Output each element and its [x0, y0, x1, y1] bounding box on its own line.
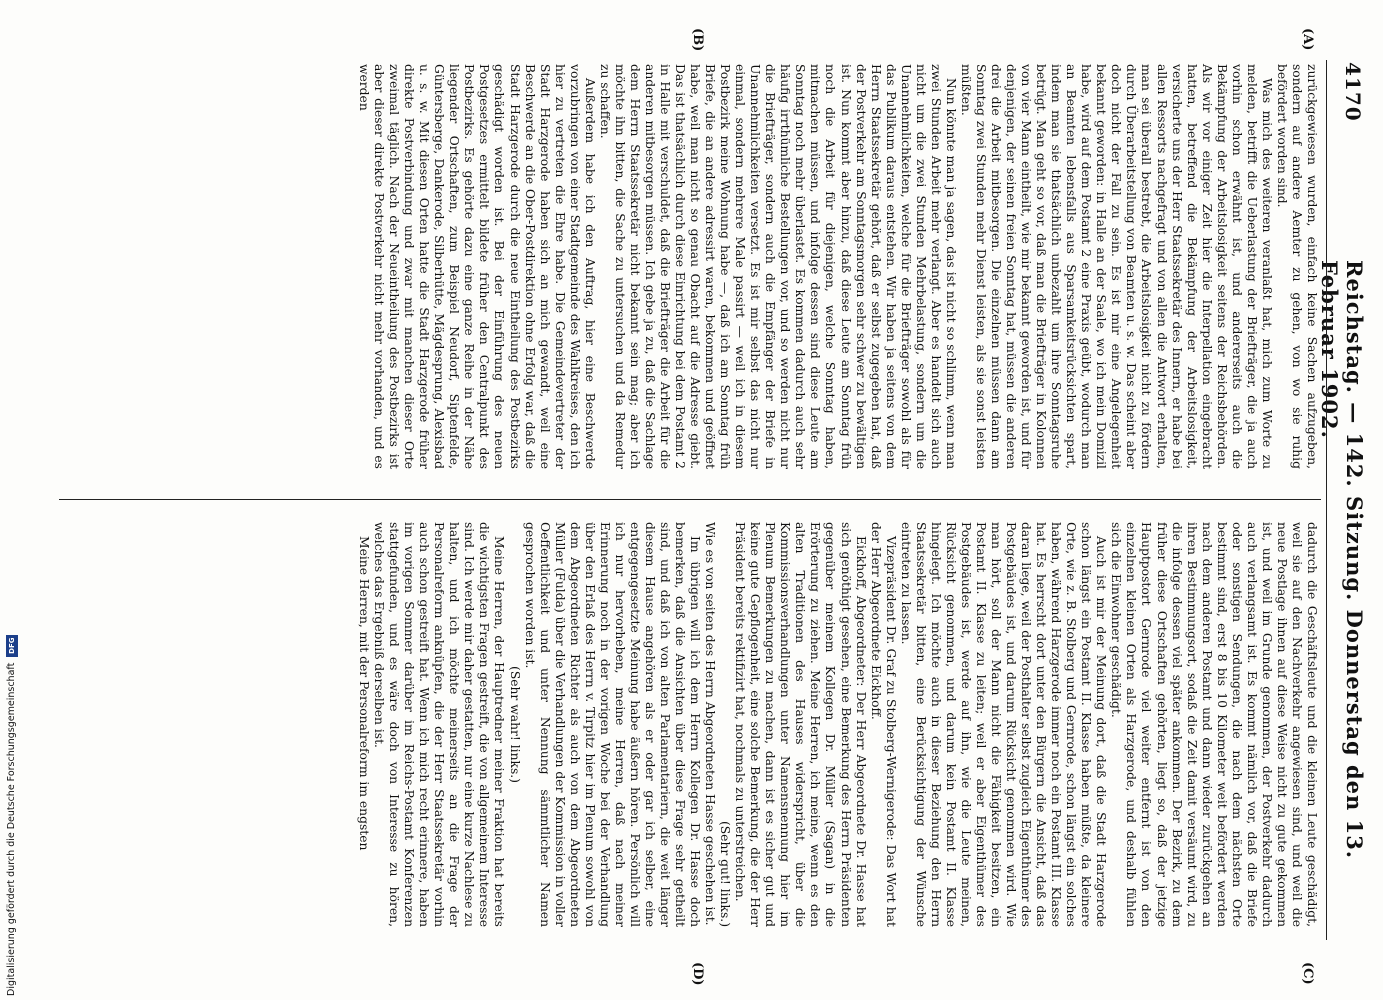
paragraph: Meine Herren, der Hauptredner meiner Fraktion hat bereits die wichtigsten Fragen gestreift, die von allgemeinem Interesse sind. Ich werde mir daher gestatten, nur eine kurze Nachlese zu halten, und ich möchte meinerseits an die Frage der Personalreform anknüpfen, die der Herr Staatssekretär vorhin auch schon gestreift hat. Wenn ich mich recht erinnere, haben im vorigen Sommer darüber im Reichs-Postamt Konferenzen stattgefunden, und es wäre doch von Interesse zu hören, welches das Ergebniß derselben ist.: [372, 522, 507, 927]
paragraph: Im übrigen will ich dem Herrn Kollegen Dr. Hasse doch bemerken, daß die Ansichten über diese Frage sehr getheilt sind, und daß ich von alten Parlamentariern, die weit länger diesem Hause angehören als er oder gar ich selber, eine entgegengesetzte Meinung habe äußern hören. Persönlich will ich nur hervorheben, meine Herren, daß nach meiner Erinnerung noch in der vorigen Woche bei der Verhandlung über den Erlaß des Herrn v. Tirpitz hier im Plenum sowohl von dem Abgeordneten Richter als auch von dem Abgeordneten Müller (Fulda) über die Verhandlungen der Kommission in voller Oeffentlichkeit und unter Nennung sämmtlicher Namen gesprochen worden ist.: [522, 522, 703, 927]
column-divider: [59, 499, 1321, 500]
paragraph: Auch ist mir der Meinung dort, daß die Stadt Harzgerode schon längst ein Postamt II. Klasse haben müßte, da kleinere Orte, wie z. B. Stolberg und Gernrode, schon längst ein solches haben, während Harzgerode immer noch ein Postamt III. Klasse hat. Es herrscht dort unter den Bürgern die Ansicht, daß das daran liege, weil der Posthalter selbst zugleich Eigenthümer des Postgebäudes ist, und darum Rücksicht genommen wird. Wie man hört, soll der Mann nicht die Fähigkeit besitzen, ein Postamt II. Klasse zu leiten; weil er aber Eigenthümer des Postgebäudes ist, werde auf ihn, wie die Leute meinen, Rücksicht genommen, und darum kein Postamt II. Klasse hingelegt. Ich möchte auch in dieser Beziehung den Herrn Staatssekretär bitten, eine Berücksichtigung der Wünsche eintreten zu lassen.: [898, 522, 1109, 927]
paragraph: Was mich des weiteren veranlaßt hat, mich zum Worte zu melden, betrifft die Ueberlastung der Briefträger, die ja auch vorhin schon erwähnt ist, und andererseits auch die Bekämpfung der Arbeitslosigkeit seitens der Reichsbehörden. Als wir vor einiger Zeit hier die Interpellation eingebracht hatten, betreffend die Bekämpfung der Arbeitslosigkeit, versicherte uns der Herr Staatssekretär des Innern, er habe bei allen Ressorts nachgefragt und von allen die Antwort erhalten, man sei überall bestrebt, die Arbeitslosigkeit nicht zu fördern durch Überarbeitstellung von Beamten u. s. w. Das scheint aber doch nicht der Fall zu sein. Es ist mir eine Angelegenheit bekannt geworden: in Halle an der Saale, wo ich mein Domizil habe, wird auf dem Postamt 2 eine Praxis geübt, wodurch man an Beamten lebensfalls aus Sparsamkeitsrücksichten spart, indem man sie thatsächlich unbezahlt um ihre Sonntagsruhe betrügt. Man geht so vor, daß man die Briefträger in Kolonnen von vier Mann eintheilt, wie mir bekannt geworden ist, und für denjenigen, der seinen freien Sonntag hat, müssen die anderen drei die Arbeit mitbesorgen. Die einzelnen müssen dann am Sonntag zwei Stunden mehr Dienst leisten, als sie sonst leisten müßten.: [958, 64, 1274, 469]
paragraph: Meine Herren, mit der Personalreform im engsten: [357, 536, 372, 851]
left-column: [356, 64, 1319, 469]
margin-marker-b: (B): [690, 28, 705, 52]
margin-marker-d: (D): [690, 962, 705, 986]
page-number: 4170: [1341, 62, 1365, 122]
paragraph: Außerdem habe ich den Auftrag, hier eine Beschwerde vorzubringen von einer Stadtgemeinde des Wahlkreises, den ich hier zu vertreten die Ehre habe. Die Gemeindevertreter der Stadt Harzgerode haben sich an mich gewandt, weil eine Beschwerde an die Ober-Postdirektion ohne Erfolg war, daß die Stadt Harzgerode durch die neue Eintheilung des Postbezirks geschädigt worden ist. Bei der Einführung des neuen Postgesetzes ermittelt bildete früher den Centralpunkt des Postbezirks. Es gehörte dazu eine ganze Reihe in der Nähe liegender Ortschaften, zum Beispiel Neudorf, Siptenfelde, Güntersberge, Dankerode, Silberhütte, Mägdesprung, Alexisbad u. s. w. Mit diesen Orten hatte die Stadt Harzgerode früher direkte Postverbindung und zwar mit manchen dieser Orte zweimal täglich. Nach der Neueintheilung des Postbezirks ist aber dieser direkte Postverkehr nicht mehr vorhanden, und es werden: [357, 64, 597, 469]
interjection: (Sehr wahr! links.): [507, 666, 522, 783]
running-head: Reichstag. — 142. Sitzung. Donnerstag den 13. Februar 1902.: [1317, 260, 1367, 860]
speaker-paragraph: Vizepräsident Dr. Graf zu Stolberg-Wernigerode: Das Wort hat der Herr Abgeordnete Eickhoff.: [868, 522, 898, 927]
dfg-logo: DFG: [6, 635, 18, 657]
paragraph: dadurch die Geschäftsleute und die kleinen Leute geschädigt, weil sie auf den Nachverkehr angewiesen sind, und weil die neue Postlage ihnen auf diese Weise nicht zu gute gekommen ist, und weil im Grunde genommen, der Postverkehr dadurch auch verlangsamt ist. Es kommt nämlich vor, daß die Briefe oder sonstigen Sendungen, die nach dem nächsten Orte bestimmt sind, erst 8 bis 10 Kilometer weit befördert werden nach dem anderen Postamt und dann wieder zurückgehen an ihren Bestimmungsort, sodaß die Zeit damit versäumt wird, zu die infolge dessen viel später ankommen. Der Bezirk, zu dem früher diese Ortschaften gehörten, liegt so, daß der jetzige Hauptpostort Gernrode viel weiter entfernt ist von den einzelnen kleinen Orten als Harzgerode, und deshalb fühlen sich die Einwohner geschädigt.: [1109, 522, 1319, 927]
margin-marker-a: (A): [1300, 28, 1315, 51]
digitization-credit: [4, 11, 20, 996]
interjection: (Sehr gut! links.): [718, 820, 733, 927]
speaker-paragraph: Eickhoff, Abgeordneter: Der Herr Abgeordnete Dr. Hasse hat sich genöthigt gesehen, eine Bemerkung des Herrn Präsidenten gegenüber meinem Kollegen Dr. Müller (Sagan) in die Erörterung zu ziehen. Meine Herren, ich meine, wenn es den alten Traditionen des Hauses widerspricht, über die Kommissionsverhandlungen unter Namensnennung hier im Plenum Bemerkungen zu machen, dann ist es sicher gut und keine gute Gepflogenheit, eine solche Bemerkung, die der Herr Präsident bereits rektifizirt hat, nochmals zu unterstreichen.: [733, 522, 868, 927]
right-column: [356, 522, 1319, 927]
credit-text: Digitalisierung gefördert durch die Deutsche Forschungsgemeinschaft: [6, 662, 17, 996]
margin-marker-c: (C): [1300, 962, 1315, 985]
paragraph: Nun könnte man ja sagen, das ist nicht so schlimm, wenn man zwei Stunden Arbeit mehr verlangt. Aber es handelt sich auch nicht um die zwei Stunden Mehrbelastung, sondern um die Unannehmlichkeiten, welche für die Briefträger sowohl als für das Publikum daraus entstehen. Wir haben ja seitens von dem Herrn Staatssekretär gehört, daß er selbst zugegeben hat, daß der Postverkehr am Sonntagsmorgen sehr schwer zu bewältigen ist. Nun kommt aber hinzu, daß diese Leute am Sonntag früh noch die Arbeit für diejenigen, welche Sonntag haben, mitmachen müssen, und infolge dessen sind diese Leute am Sonntag noch mehr überlastet. Es kommen dadurch auch sehr häufig irrthümliche Bestellungen vor, und so werden nicht nur die Briefträger, sondern auch die Empfänger der Briefe in Unannehmlichkeiten versetzt. Es ist mir selbst das nicht nur einmal, sondern mehrere Male passirt — weil ich in diesem Postbezirk meine Wohnung habe —, daß ich am Sonntag früh Briefe, die an andere adressirt waren, bekommen und geöffnet habe, weil man nicht so genau Obacht auf die Adresse giebt. Das ist thatsächlich durch diese Einrichtung bei dem Postamt 2 in Halle mit verschuldet, daß die Briefträger die Arbeit für die anderen mitbesorgen müssen. Ich gebe ja zu, daß die Sachlage dem Herrn Staatssekretär nicht bekannt sein mag; aber ich möchte ihn bitten, die Sache zu untersuchen und da Remedur zu schaffen.: [597, 64, 958, 469]
header-rule: [1326, 60, 1327, 940]
paragraph: zurückgewiesen wurden, einfach keine Sachen aufzugeben, sondern auf andere Aemter zu gehen, von wo sie ruhig befördert worden sind.: [1274, 64, 1319, 469]
paragraph: Wie es von seiten des Herrn Abgeordneten Hasse geschehen ist.: [703, 522, 718, 926]
